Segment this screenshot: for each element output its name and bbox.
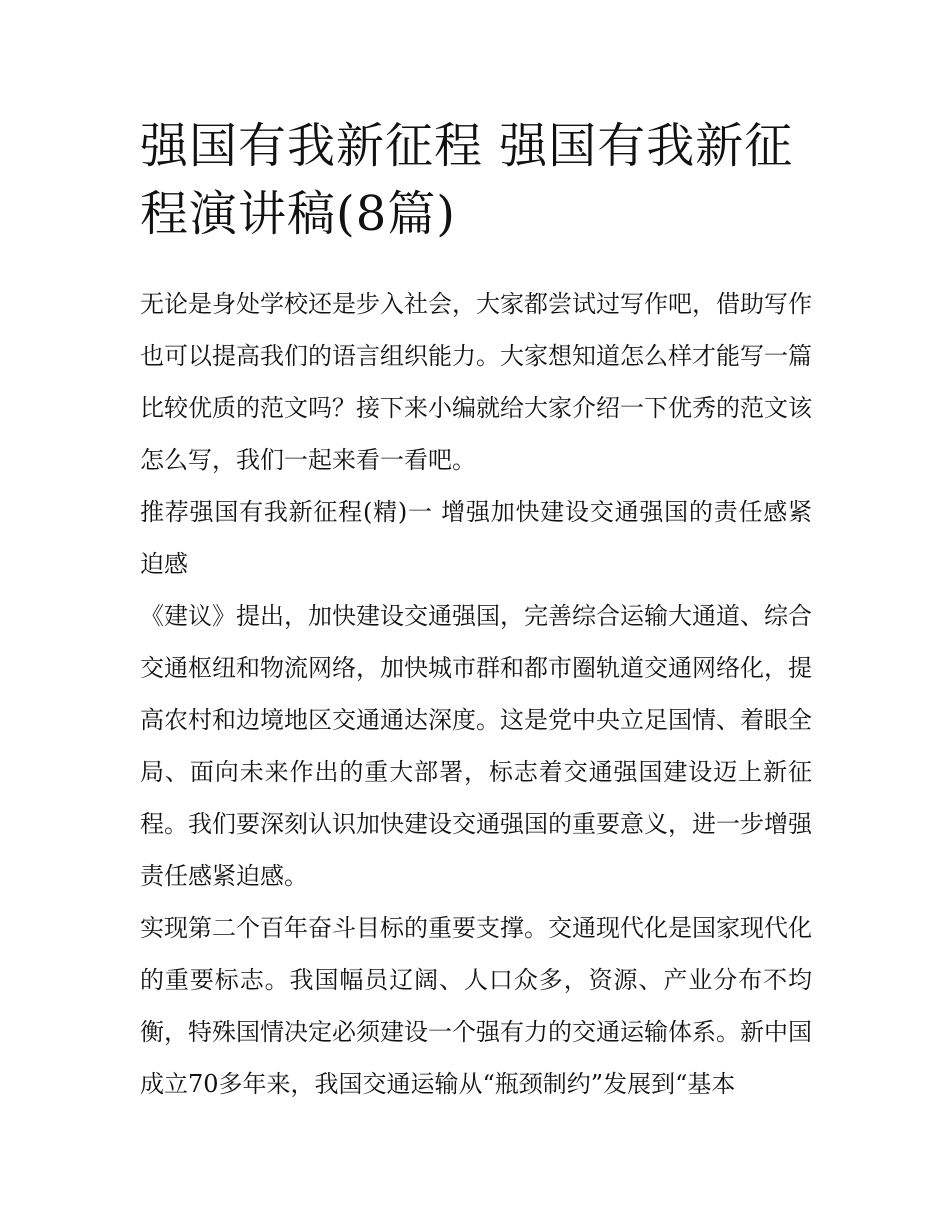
document-body [140,278,812,1110]
paragraph-intro: 无论是身处学校还是步入社会，大家都尝试过写作吧，借助写作也可以提高我们的语言组织能力。大家想知道怎么样才能写一篇比较优质的范文吗？接下来小编就给大家介绍一下优秀的范文该怎么写，我们一起来看一看吧。 [140,290,812,474]
paragraph-support: 实现第二个百年奋斗目标的重要支撑。交通现代化是国家现代化的重要标志。我国幅员辽阔、人口众多，资源、产业分布不均衡，特殊国情决定必须建设一个强有力的交通运输体系。新中国成立70多年来，我国交通运输从“瓶颈制约”发展到“基本 [140,914,812,1098]
paragraph-proposal: 《建议》提出，加快建设交通强国，完善综合运输大通道、综合交通枢纽和物流网络，加快城市群和都市圈轨道交通网络化，提高农村和边境地区交通通达深度。这是党中央立足国情、着眼全局、面向未来作出的重大部署，标志着交通强国建设迈上新征程。我们要深刻认识加快建设交通强国的重要意义，进一步增强责任感紧迫感。 [140,602,812,890]
document-title: 强国有我新征程 强国有我新征程演讲稿(8篇) [140,118,794,242]
paragraph-section-heading: 推荐强国有我新征程(精)一 增强加快建设交通强国的责任感紧迫感 [140,498,812,578]
